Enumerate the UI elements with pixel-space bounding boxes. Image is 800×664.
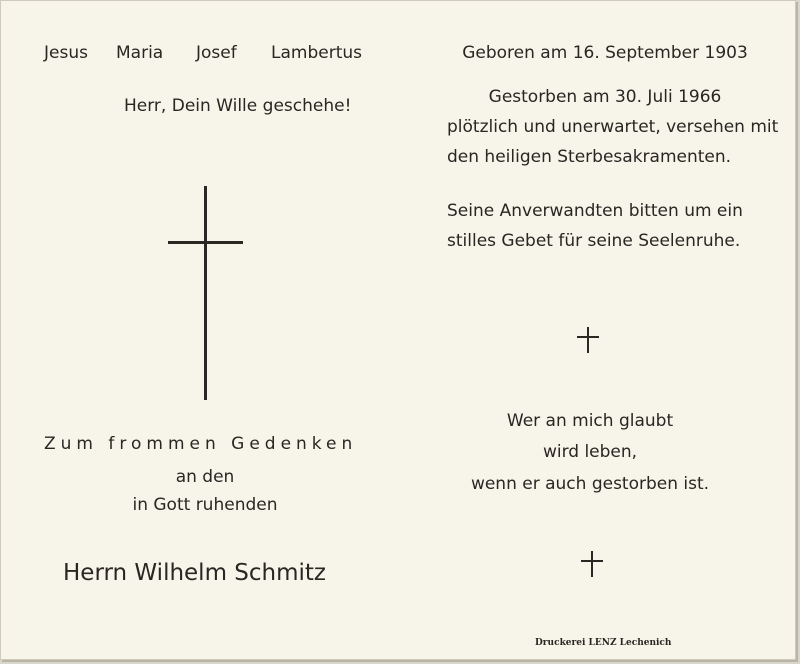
verse-line: Wer an mich glaubt bbox=[506, 411, 674, 431]
birth-date: Geboren am 16. September 1903 bbox=[462, 43, 748, 63]
verse-line: wird leben, bbox=[542, 442, 638, 462]
request-line: Seine Anverwandten bitten um ein bbox=[447, 201, 743, 221]
request-line: stilles Gebet für seine Seelenruhe. bbox=[447, 231, 741, 251]
prayer-line: Herr, Dein Wille geschehe! bbox=[124, 96, 352, 116]
saint-name: Josef bbox=[196, 43, 237, 63]
memorial-heading: Zum frommen Gedenken bbox=[44, 434, 358, 454]
memorial-line: in Gott ruhenden bbox=[132, 495, 278, 515]
death-detail-line: den heiligen Sterbesakramenten. bbox=[447, 147, 732, 167]
saint-name: Maria bbox=[116, 43, 164, 63]
small-cross-icon bbox=[577, 327, 599, 353]
deceased-name: Herrn Wilhelm Schmitz bbox=[63, 560, 326, 586]
death-detail-line: plötzlich und unerwartet, versehen mit bbox=[447, 117, 779, 137]
saint-name: Lambertus bbox=[271, 43, 362, 63]
death-date: Gestorben am 30. Juli 1966 bbox=[488, 87, 722, 107]
printer-imprint: Druckerei LENZ Lechenich bbox=[535, 638, 672, 648]
verse-line: wenn er auch gestorben ist. bbox=[470, 474, 710, 494]
memorial-line: an den bbox=[175, 467, 235, 487]
small-cross-icon bbox=[581, 551, 603, 577]
saint-name: Jesus bbox=[44, 43, 88, 63]
